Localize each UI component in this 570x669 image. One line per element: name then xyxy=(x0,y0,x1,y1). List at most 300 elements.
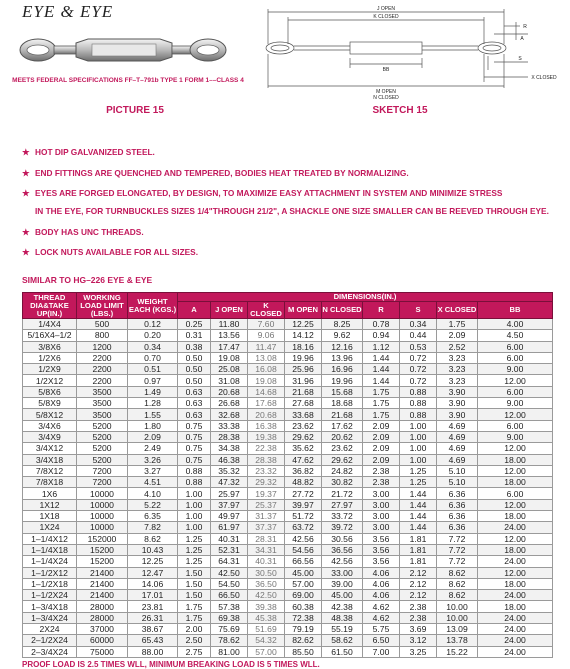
table-cell: 6.35 xyxy=(128,511,178,522)
table-cell: 57.00 xyxy=(248,646,285,657)
table-cell: 7.00 xyxy=(363,646,400,657)
table-cell: 152000 xyxy=(77,533,128,544)
table-cell: 5200 xyxy=(77,420,128,431)
table-cell: 51.72 xyxy=(285,511,322,522)
table-cell: 72.38 xyxy=(285,612,322,623)
table-cell: 32.68 xyxy=(211,409,248,420)
table-cell: 28.38 xyxy=(248,454,285,465)
table-cell: 4.06 xyxy=(363,567,400,578)
table-cell: 3.90 xyxy=(437,386,478,397)
table-cell: 2.38 xyxy=(400,601,437,612)
table-cell: 1X12 xyxy=(23,499,77,510)
table-cell: 0.34 xyxy=(400,319,437,330)
table-row xyxy=(23,319,553,330)
table-cell: 2.12 xyxy=(400,578,437,589)
table-cell: 13.78 xyxy=(437,635,478,646)
table-cell: 85.50 xyxy=(285,646,322,657)
table-cell: 5/8X12 xyxy=(23,409,77,420)
table-cell: 1.44 xyxy=(400,499,437,510)
table-cell: 0.88 xyxy=(178,465,211,476)
table-cell: 6.00 xyxy=(478,386,553,397)
table-cell: 47.32 xyxy=(211,477,248,488)
table-cell: 1.75 xyxy=(178,601,211,612)
table-cell: 1200 xyxy=(77,341,128,352)
table-cell: 6.36 xyxy=(437,499,478,510)
table-cell: 5/8X6 xyxy=(23,386,77,397)
table-cell: 3500 xyxy=(77,386,128,397)
table-cell: 19.08 xyxy=(211,352,248,363)
table-cell: 6.36 xyxy=(437,522,478,533)
table-cell: 8.62 xyxy=(437,590,478,601)
table-cell: 30.82 xyxy=(322,477,363,488)
table-cell: 22.38 xyxy=(248,443,285,454)
table-cell: 11.80 xyxy=(211,319,248,330)
sketch-label-s: S xyxy=(518,56,522,62)
table-cell: 69.00 xyxy=(285,590,322,601)
table-cell: 1.12 xyxy=(363,341,400,352)
table-cell: 7.72 xyxy=(437,544,478,555)
feature-item-continuation: IN THE EYE, FOR TURNBUCKLES SIZES 1/4"THROUGH 21/2", A SHACKLE ONE SIZE SMALLER CAN BE REEVED THROUGH EYE. xyxy=(35,206,549,217)
table-cell: 0.88 xyxy=(400,386,437,397)
table-cell: 0.53 xyxy=(400,341,437,352)
table-cell: 3.56 xyxy=(363,533,400,544)
table-cell: 19.08 xyxy=(248,375,285,386)
table-cell: 0.75 xyxy=(178,454,211,465)
table-cell: 15.22 xyxy=(437,646,478,657)
table-cell: 4.06 xyxy=(363,578,400,589)
table-cell: 9.00 xyxy=(478,398,553,409)
table-row xyxy=(23,375,553,386)
table-cell: 0.75 xyxy=(178,420,211,431)
table-cell: 54.50 xyxy=(211,578,248,589)
table-cell: 2.09 xyxy=(363,431,400,442)
table-cell: 0.50 xyxy=(178,352,211,363)
table-cell: 1.00 xyxy=(400,431,437,442)
table-cell: 0.31 xyxy=(178,330,211,341)
table-cell: 0.72 xyxy=(400,375,437,386)
table-cell: 12.25 xyxy=(128,556,178,567)
star-icon: ★ xyxy=(22,188,30,199)
table-cell: 21400 xyxy=(77,590,128,601)
table-cell: 34.31 xyxy=(248,544,285,555)
table-cell: 8.62 xyxy=(128,533,178,544)
table-cell: 33.00 xyxy=(322,567,363,578)
table-cell: 49.97 xyxy=(211,511,248,522)
table-cell: 2–1/2X24 xyxy=(23,635,77,646)
star-icon: ★ xyxy=(22,226,30,237)
header-thread: THREAD DIA&TAKE UP(IN.) xyxy=(23,293,77,319)
table-cell: 4.62 xyxy=(363,612,400,623)
table-cell: 2.09 xyxy=(363,420,400,431)
table-cell: 1.00 xyxy=(178,511,211,522)
table-cell: 16.96 xyxy=(322,364,363,375)
header-m-open: M OPEN xyxy=(285,302,322,319)
table-cell: 8.25 xyxy=(322,319,363,330)
table-cell: 15200 xyxy=(77,556,128,567)
table-cell: 1/2X6 xyxy=(23,352,77,363)
table-cell: 10000 xyxy=(77,511,128,522)
table-cell: 37000 xyxy=(77,624,128,635)
table-cell: 7.72 xyxy=(437,556,478,567)
table-cell: 3.25 xyxy=(400,646,437,657)
table-cell: 2.49 xyxy=(128,443,178,454)
table-cell: 6.00 xyxy=(478,352,553,363)
table-cell: 6.00 xyxy=(478,341,553,352)
sketch-caption: SKETCH 15 xyxy=(372,105,428,116)
table-cell: 29.62 xyxy=(285,431,322,442)
table-cell: 18.00 xyxy=(478,477,553,488)
table-cell: 30.50 xyxy=(248,567,285,578)
page-title: EYE & EYE xyxy=(22,2,114,21)
table-cell: 1–3/4X24 xyxy=(23,612,77,623)
table-cell: 24.00 xyxy=(478,522,553,533)
table-cell: 1.25 xyxy=(178,533,211,544)
header-working-load-limit: WORKING LOAD LIMIT (LBS.) xyxy=(77,293,128,319)
table-cell: 47.62 xyxy=(285,454,322,465)
table-cell: 3500 xyxy=(77,398,128,409)
table-cell: 1.81 xyxy=(400,544,437,555)
table-cell: 7/8X12 xyxy=(23,465,77,476)
table-cell: 1–1/4X12 xyxy=(23,533,77,544)
table-cell: 51.69 xyxy=(248,624,285,635)
table-cell: 21.72 xyxy=(322,488,363,499)
table-cell: 1.50 xyxy=(178,590,211,601)
table-cell: 10.43 xyxy=(128,544,178,555)
table-cell: 3/4X9 xyxy=(23,431,77,442)
table-cell: 0.12 xyxy=(128,319,178,330)
star-icon: ★ xyxy=(22,247,30,258)
table-cell: 45.00 xyxy=(322,590,363,601)
sketch-label-r: R xyxy=(523,24,527,30)
table-cell: 0.75 xyxy=(178,431,211,442)
table-cell: 6.00 xyxy=(478,488,553,499)
table-cell: 26.68 xyxy=(211,398,248,409)
table-cell: 10000 xyxy=(77,522,128,533)
table-cell: 0.63 xyxy=(178,386,211,397)
table-cell: 2.38 xyxy=(400,612,437,623)
table-cell: 35.32 xyxy=(211,465,248,476)
table-cell: 31.96 xyxy=(285,375,322,386)
table-cell: 20.68 xyxy=(211,386,248,397)
table-cell: 13.96 xyxy=(322,352,363,363)
sketch-label-n-closed: N CLOSED xyxy=(373,95,399,101)
table-cell: 36.50 xyxy=(248,578,285,589)
table-cell: 19.38 xyxy=(248,431,285,442)
table-cell: 3.56 xyxy=(363,544,400,555)
table-cell: 1.44 xyxy=(363,364,400,375)
table-cell: 1/2X12 xyxy=(23,375,77,386)
table-cell: 1.25 xyxy=(178,544,211,555)
table-cell: 4.69 xyxy=(437,443,478,454)
table-row xyxy=(23,420,553,431)
table-cell: 5/8X9 xyxy=(23,398,77,409)
table-cell: 29.62 xyxy=(322,454,363,465)
table-cell: 12.00 xyxy=(478,443,553,454)
header-n-closed: N CLOSED xyxy=(322,302,363,319)
table-cell: 5200 xyxy=(77,454,128,465)
table-cell: 13.09 xyxy=(437,624,478,635)
table-cell: 28000 xyxy=(77,612,128,623)
table-cell: 24.00 xyxy=(478,635,553,646)
table-cell: 18.00 xyxy=(478,544,553,555)
table-cell: 0.63 xyxy=(178,409,211,420)
sketch-label-x-closed: X CLOSED xyxy=(531,75,557,81)
table-cell: 64.31 xyxy=(211,556,248,567)
table-cell: 38.67 xyxy=(128,624,178,635)
table-row xyxy=(23,341,553,352)
table-cell: 7.82 xyxy=(128,522,178,533)
table-cell: 1.75 xyxy=(178,612,211,623)
table-cell: 35.62 xyxy=(285,443,322,454)
table-cell: 1.50 xyxy=(178,567,211,578)
table-cell: 20.68 xyxy=(248,409,285,420)
table-cell: 0.51 xyxy=(128,364,178,375)
feature-item: ★ BODY HAS UNC THREADS. xyxy=(22,226,144,237)
table-cell: 15.68 xyxy=(322,386,363,397)
table-cell: 40.31 xyxy=(248,556,285,567)
table-cell: 0.38 xyxy=(178,341,211,352)
table-cell: 1.44 xyxy=(400,511,437,522)
table-cell: 19.96 xyxy=(322,375,363,386)
table-cell: 7.60 xyxy=(248,319,285,330)
header-j-open: J OPEN xyxy=(211,302,248,319)
table-cell: 1.75 xyxy=(363,386,400,397)
table-cell: 17.01 xyxy=(128,590,178,601)
table-cell: 3500 xyxy=(77,409,128,420)
table-cell: 1–3/4X18 xyxy=(23,601,77,612)
table-cell: 42.50 xyxy=(211,567,248,578)
header-s: S xyxy=(400,302,437,319)
table-cell: 5.10 xyxy=(437,477,478,488)
table-cell: 12.25 xyxy=(285,319,322,330)
table-cell: 12.16 xyxy=(322,341,363,352)
table-cell: 8.62 xyxy=(437,567,478,578)
table-cell: 7.72 xyxy=(437,533,478,544)
table-cell: 1.80 xyxy=(128,420,178,431)
table-cell: 10.00 xyxy=(437,601,478,612)
table-body xyxy=(23,319,553,658)
table-cell: 10.00 xyxy=(437,612,478,623)
table-cell: 28000 xyxy=(77,601,128,612)
table-cell: 4.50 xyxy=(478,330,553,341)
header-r: R xyxy=(363,302,400,319)
table-cell: 29.32 xyxy=(248,477,285,488)
table-cell: 12.00 xyxy=(478,499,553,510)
table-cell: 45.00 xyxy=(285,567,322,578)
table-cell: 2.00 xyxy=(178,624,211,635)
table-cell: 61.97 xyxy=(211,522,248,533)
table-cell: 3.27 xyxy=(128,465,178,476)
table-cell: 61.50 xyxy=(322,646,363,657)
table-cell: 12.00 xyxy=(478,409,553,420)
table-cell: 27.72 xyxy=(285,488,322,499)
table-cell: 45.38 xyxy=(248,612,285,623)
table-cell: 8.62 xyxy=(437,578,478,589)
table-cell: 10000 xyxy=(77,499,128,510)
table-cell: 3/4X18 xyxy=(23,454,77,465)
table-cell: 75.69 xyxy=(211,624,248,635)
table-cell: 5.22 xyxy=(128,499,178,510)
table-cell: 24.82 xyxy=(322,465,363,476)
header-dimensions: DIMENSIONS(IN.) xyxy=(178,293,553,302)
table-cell: 1.75 xyxy=(437,319,478,330)
table-row xyxy=(23,522,553,533)
table-cell: 1.25 xyxy=(400,477,437,488)
table-cell: 0.25 xyxy=(178,319,211,330)
feature-item: ★ END FITTINGS ARE QUENCHED AND TEMPERED, BODIES HEAT TREATED BY NORMALIZING. xyxy=(22,167,409,178)
table-cell: 0.78 xyxy=(363,319,400,330)
table-cell: 11.47 xyxy=(248,341,285,352)
header-weight: WEIGHT EACH (KGS.) xyxy=(128,293,178,319)
table-cell: 20.62 xyxy=(322,431,363,442)
table-cell: 75000 xyxy=(77,646,128,657)
table-cell: 1–1/4X18 xyxy=(23,544,77,555)
table-cell: 0.50 xyxy=(178,375,211,386)
table-cell: 2.38 xyxy=(363,477,400,488)
table-cell: 1/4X4 xyxy=(23,319,77,330)
table-cell: 54.32 xyxy=(248,635,285,646)
table-row xyxy=(23,431,553,442)
table-cell: 9.06 xyxy=(248,330,285,341)
table-cell: 3/8X6 xyxy=(23,341,77,352)
table-cell: 1.49 xyxy=(128,386,178,397)
table-cell: 24.00 xyxy=(478,624,553,635)
table-cell: 19.96 xyxy=(285,352,322,363)
table-cell: 42.56 xyxy=(322,556,363,567)
table-cell: 27.97 xyxy=(322,499,363,510)
table-cell: 42.56 xyxy=(285,533,322,544)
table-cell: 4.69 xyxy=(437,420,478,431)
table-cell: 1.00 xyxy=(400,443,437,454)
table-cell: 0.88 xyxy=(178,477,211,488)
table-cell: 1.00 xyxy=(178,499,211,510)
table-cell: 39.72 xyxy=(322,522,363,533)
table-cell: 2.52 xyxy=(437,341,478,352)
table-cell: 2200 xyxy=(77,375,128,386)
table-cell: 1.44 xyxy=(400,522,437,533)
table-cell: 1.75 xyxy=(363,409,400,420)
table-row xyxy=(23,454,553,465)
table-cell: 2.50 xyxy=(178,635,211,646)
table-cell: 34.38 xyxy=(211,443,248,454)
header-a: A xyxy=(178,302,211,319)
table-cell: 3.23 xyxy=(437,352,478,363)
table-cell: 18.00 xyxy=(478,578,553,589)
table-cell: 2.75 xyxy=(178,646,211,657)
table-cell: 33.38 xyxy=(211,420,248,431)
table-cell: 17.68 xyxy=(248,398,285,409)
table-cell: 39.00 xyxy=(322,578,363,589)
table-cell: 1.00 xyxy=(400,454,437,465)
table-caption: SIMILAR TO HG–226 EYE & EYE xyxy=(22,275,153,285)
table-cell: 2.09 xyxy=(128,431,178,442)
table-cell: 10000 xyxy=(77,488,128,499)
footer-note: PROOF LOAD IS 2.5 TIMES WLL, MINIMUM BREAKING LOAD IS 5 TIMES WLL. xyxy=(22,660,320,669)
table-cell: 60000 xyxy=(77,635,128,646)
table-cell: 0.50 xyxy=(178,364,211,375)
table-cell: 3.69 xyxy=(400,624,437,635)
table-row xyxy=(23,533,553,544)
table-cell: 2.12 xyxy=(400,567,437,578)
table-cell: 24.00 xyxy=(478,556,553,567)
table-cell: 5.75 xyxy=(363,624,400,635)
table-cell: 0.88 xyxy=(400,398,437,409)
table-cell: 3/4X12 xyxy=(23,443,77,454)
table-cell: 500 xyxy=(77,319,128,330)
table-cell: 2.09 xyxy=(363,443,400,454)
table-cell: 0.72 xyxy=(400,364,437,375)
table-row xyxy=(23,578,553,589)
sketch-label-bb: BB xyxy=(382,67,390,73)
table-cell: 3.00 xyxy=(363,511,400,522)
table-cell: 0.20 xyxy=(128,330,178,341)
table-cell: 4.00 xyxy=(478,319,553,330)
table-cell: 12.00 xyxy=(478,375,553,386)
header-k-closed: K CLOSED xyxy=(248,302,285,319)
table-cell: 17.47 xyxy=(211,341,248,352)
table-cell: 18.00 xyxy=(478,454,553,465)
table-cell: 12.47 xyxy=(128,567,178,578)
table-cell: 1.44 xyxy=(363,352,400,363)
table-cell: 12.00 xyxy=(478,567,553,578)
table-cell: 39.38 xyxy=(248,601,285,612)
table-cell: 21400 xyxy=(77,578,128,589)
table-cell: 3.00 xyxy=(363,488,400,499)
table-cell: 24.00 xyxy=(478,590,553,601)
table-row xyxy=(23,443,553,454)
table-cell: 46.38 xyxy=(211,454,248,465)
table-cell: 1.81 xyxy=(400,533,437,544)
table-cell: 28.31 xyxy=(248,533,285,544)
table-row xyxy=(23,488,553,499)
table-cell: 4.69 xyxy=(437,454,478,465)
table-cell: 4.62 xyxy=(363,601,400,612)
table-cell: 69.38 xyxy=(211,612,248,623)
table-cell: 1.50 xyxy=(178,578,211,589)
table-cell: 37.37 xyxy=(248,522,285,533)
feature-item: ★ EYES ARE FORGED ELONGATED, BY DESIGN, TO MAXIMIZE EASY ATTACHMENT IN SYSTEM AND MINIMIZE STRESS xyxy=(22,188,503,199)
table-cell: 6.36 xyxy=(437,488,478,499)
table-row xyxy=(23,567,553,578)
feature-item: ★ HOT DIP GALVANIZED STEEL. xyxy=(22,147,155,157)
table-cell: 25.97 xyxy=(211,488,248,499)
table-cell: 5200 xyxy=(77,431,128,442)
table-cell: 17.62 xyxy=(322,420,363,431)
table-cell: 6.00 xyxy=(478,420,553,431)
table-cell: 6.50 xyxy=(363,635,400,646)
table-cell: 63.72 xyxy=(285,522,322,533)
table-cell: 2.09 xyxy=(363,454,400,465)
table-cell: 9.62 xyxy=(322,330,363,341)
table-row xyxy=(23,511,553,522)
table-cell: 2X24 xyxy=(23,624,77,635)
table-cell: 0.88 xyxy=(400,409,437,420)
table-cell: 30.56 xyxy=(322,533,363,544)
table-cell: 3.90 xyxy=(437,409,478,420)
table-cell: 1.25 xyxy=(400,465,437,476)
table-cell: 5200 xyxy=(77,443,128,454)
table-cell: 19.37 xyxy=(248,488,285,499)
table-cell: 4.51 xyxy=(128,477,178,488)
table-cell: 3.56 xyxy=(363,556,400,567)
table-cell: 57.00 xyxy=(285,578,322,589)
table-cell: 14.06 xyxy=(128,578,178,589)
table-row xyxy=(23,499,553,510)
table-cell: 25.08 xyxy=(211,364,248,375)
dimension-sketch xyxy=(258,4,564,104)
table-cell: 79.19 xyxy=(285,624,322,635)
table-cell: 2.38 xyxy=(363,465,400,476)
